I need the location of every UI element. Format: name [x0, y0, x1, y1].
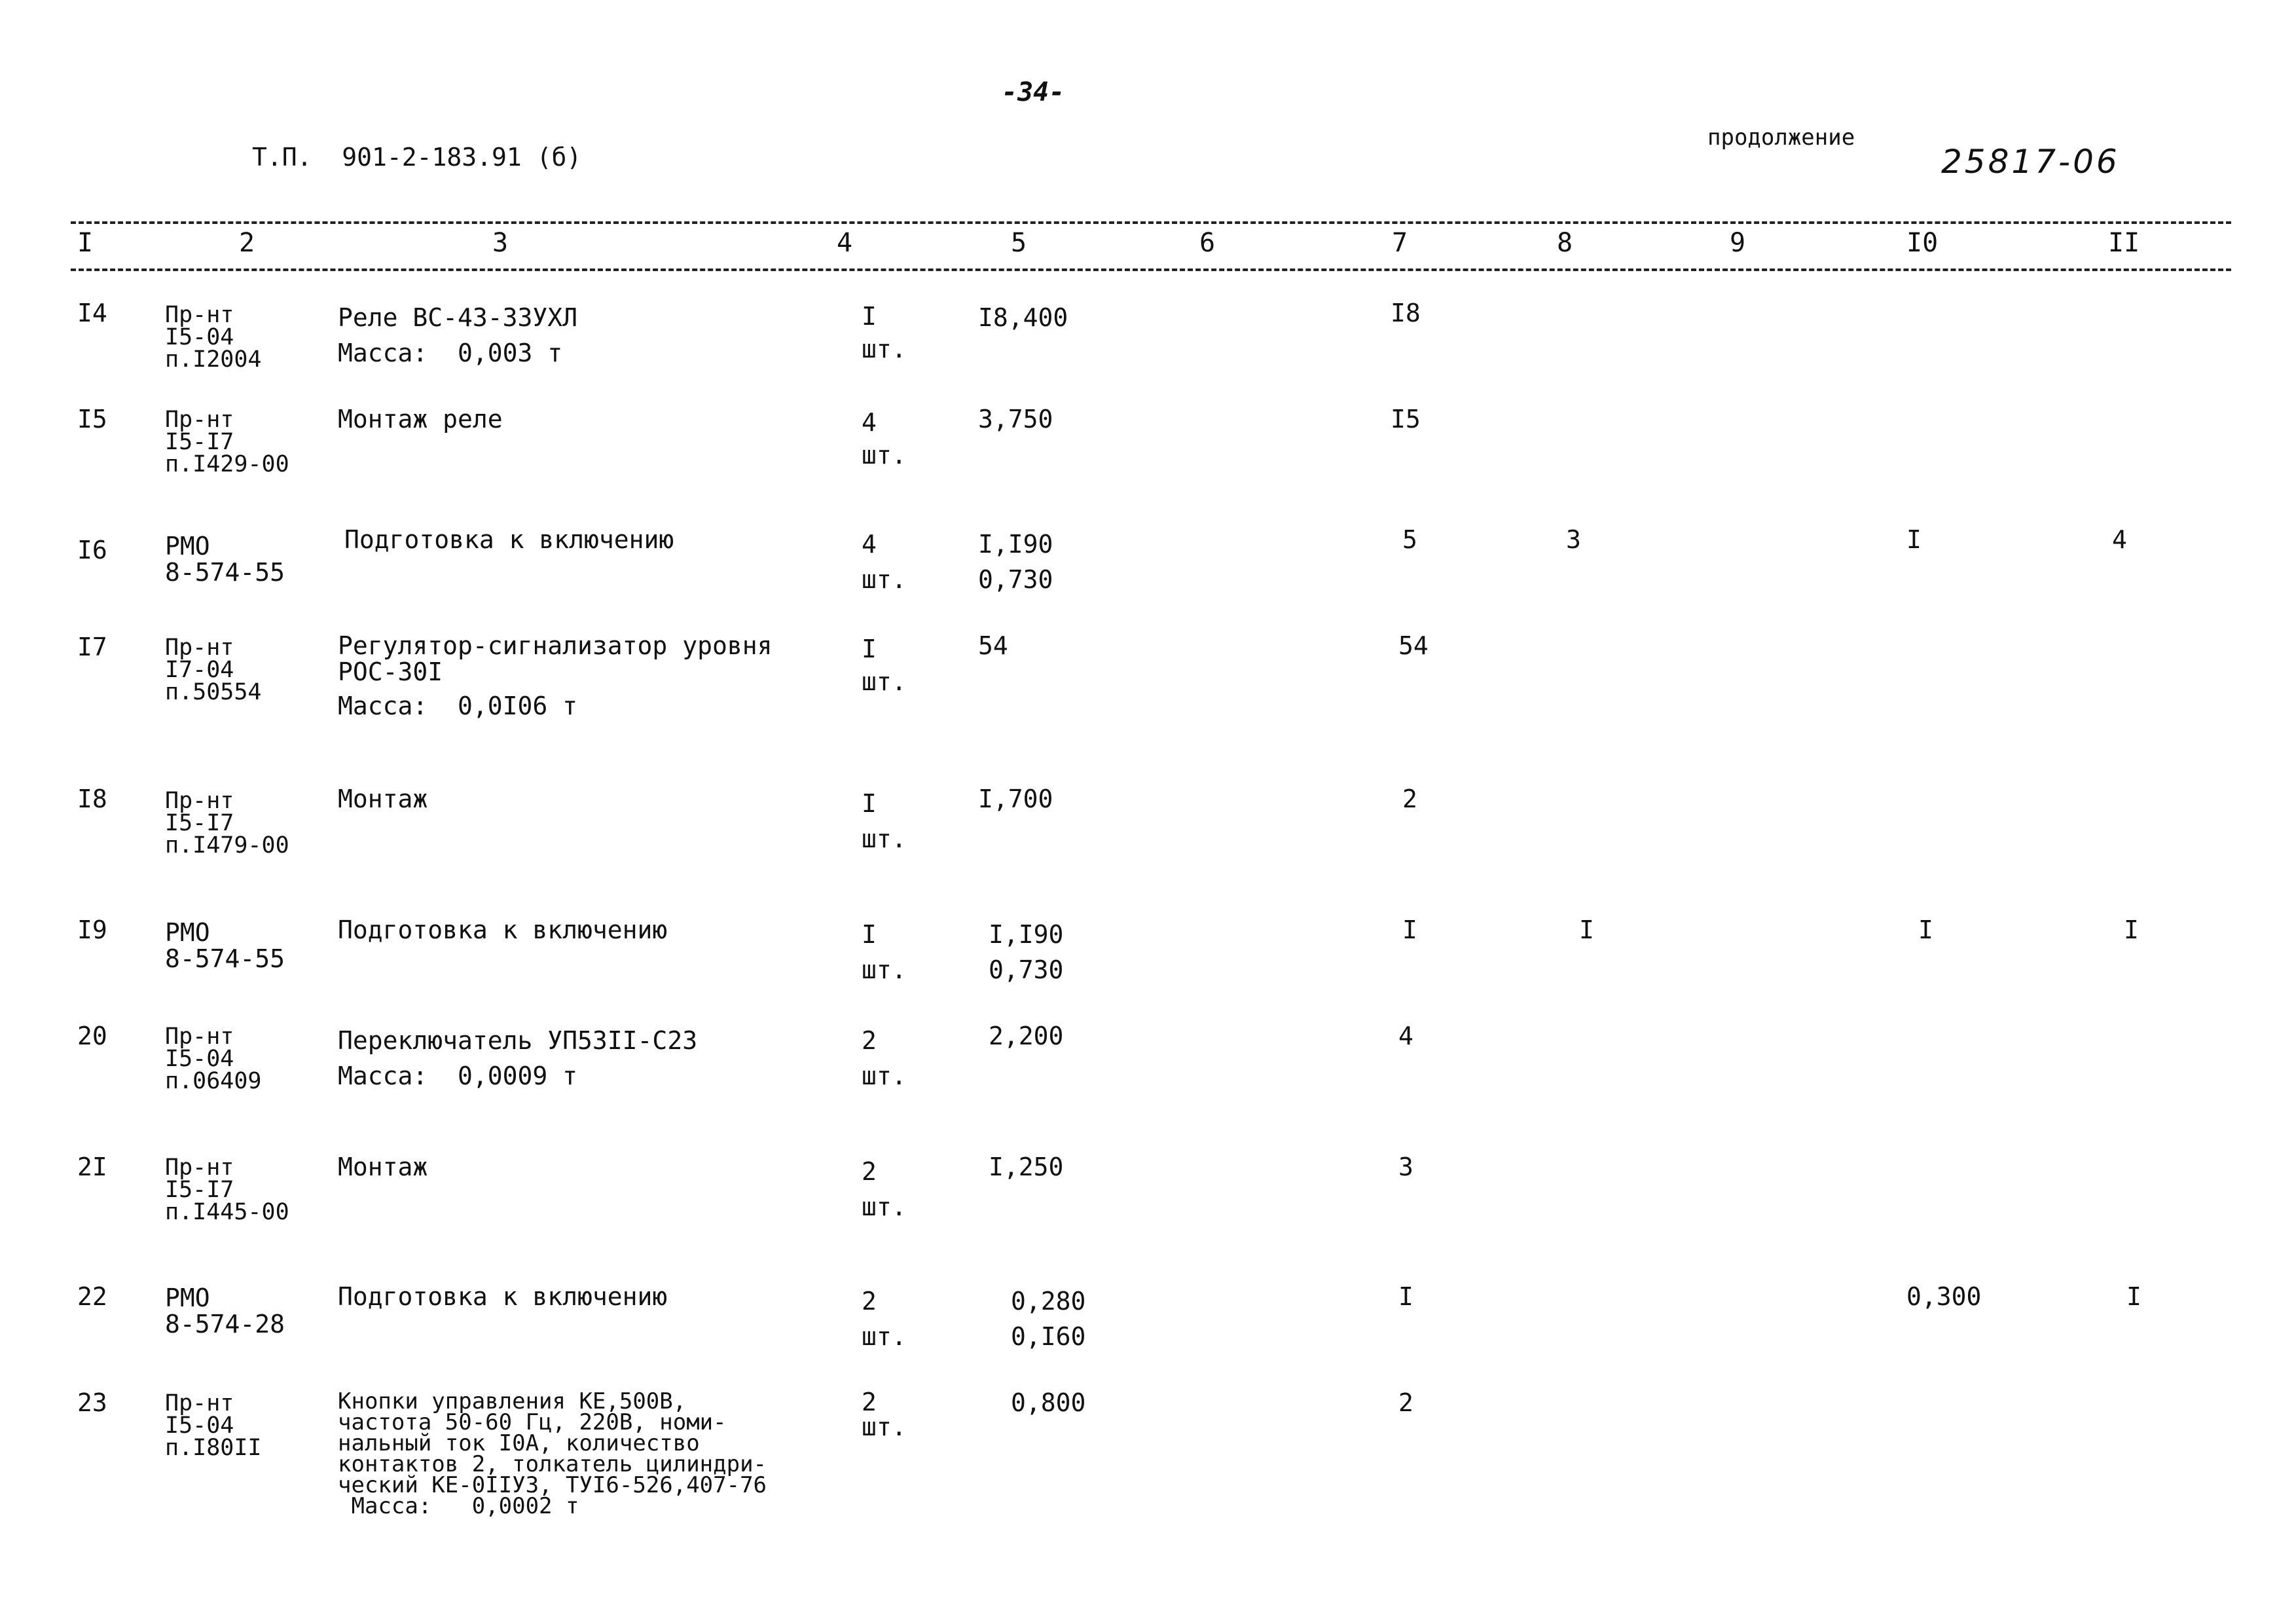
norm-code: РМО 8-574-55: [165, 918, 285, 973]
column-5-value: 54: [978, 631, 1008, 660]
column-5-value: 3,750: [978, 405, 1053, 434]
work-description: Монтаж реле: [338, 405, 503, 434]
column-header-10: I0: [1906, 228, 1939, 258]
row-number: I9: [77, 915, 107, 944]
column-5-value: 0,800: [1011, 1388, 1086, 1417]
norm-code: Пр-нт I5-I7 п.I429-00: [165, 407, 289, 477]
row-number: I7: [77, 633, 107, 661]
quantity: 2 шт.: [862, 1026, 907, 1090]
work-description: Регулятор-сигнализатор уровня РОС-30I Масса: 0,0I06 т: [338, 631, 773, 720]
column-header-1: I: [77, 228, 94, 258]
work-description: Кнопки управления КЕ,500В, частота 50-60 Гц, 220В, номи- нальный ток I0А, количество контактов 2, толкатель цилиндри- ческий КЕ-0IIУ3, ТУI6-526,407-76 Масса: 0,0002 т: [338, 1388, 767, 1519]
norm-code: Пр-нт I5-04 п.I80II: [165, 1390, 262, 1461]
row-number: I6: [77, 536, 107, 564]
row-number: 2I: [77, 1153, 107, 1181]
work-description: Подготовка к включению: [338, 915, 668, 944]
norm-code: Пр-нт I5-04 п.06409: [165, 1024, 262, 1094]
column-7-value: 2: [1402, 784, 1417, 813]
column-8-value: 3: [1566, 525, 1581, 554]
page-number: -34-: [1002, 77, 1065, 107]
row-number: I8: [77, 784, 107, 813]
norm-code: Пр-нт I5-I7 п.I479-00: [165, 788, 289, 858]
column-7-value: I: [1398, 1282, 1413, 1311]
norm-code: РМО 8-574-55: [165, 532, 285, 587]
handwritten-code: 25817-06: [1941, 143, 2120, 181]
work-description: Подготовка к включению: [344, 525, 674, 554]
column-7-value: I: [1402, 915, 1417, 944]
column-header-11: II: [2108, 228, 2140, 258]
column-10-value: I: [1906, 525, 1922, 554]
row-number: 20: [77, 1022, 107, 1050]
row-number: I5: [77, 405, 107, 434]
column-header-2: 2: [239, 228, 255, 258]
quantity: 4 шт.: [862, 530, 907, 594]
norm-code: Пр-нт I5-04 п.I2004: [165, 302, 262, 373]
norm-code: РМО 8-574-28: [165, 1283, 285, 1338]
column-header-9: 9: [1730, 228, 1746, 258]
column-5-value: I8,400: [978, 303, 1068, 332]
header-rule-top: [71, 221, 2231, 224]
column-header-8: 8: [1557, 228, 1573, 258]
column-5-value: 2,200: [989, 1022, 1064, 1050]
quantity: 2 шт.: [862, 1388, 907, 1441]
work-description: Переключатель УП53II-С23 Масса: 0,0009 т: [338, 1026, 698, 1090]
header-rule-bottom: [71, 268, 2231, 271]
quantity: I шт.: [862, 635, 907, 696]
column-10-value: 0,300: [1906, 1282, 1982, 1311]
column-7-value: I8: [1391, 299, 1421, 327]
column-header-7: 7: [1392, 228, 1408, 258]
norm-code: Пр-нт I7-04 п.50554: [165, 635, 262, 705]
quantity: 2 шт.: [862, 1287, 907, 1351]
column-7-value: 5: [1402, 525, 1417, 554]
quantity: I шт.: [862, 789, 907, 853]
column-11-value: I: [2124, 915, 2139, 944]
column-7-value: 54: [1398, 631, 1429, 660]
column-5-value: I,I90 0,730: [978, 530, 1053, 594]
row-number: I4: [77, 299, 107, 327]
document-code: Т.П. 901-2-183.91 (б): [252, 143, 582, 172]
column-header-3: 3: [492, 228, 509, 258]
work-description: Подготовка к включению: [338, 1282, 668, 1311]
column-7-value: 4: [1398, 1022, 1413, 1050]
column-8-value: I: [1579, 915, 1594, 944]
work-description: Монтаж: [338, 1153, 428, 1181]
row-number: 23: [77, 1388, 107, 1417]
column-7-value: I5: [1391, 405, 1421, 434]
column-header-5: 5: [1011, 228, 1027, 258]
column-11-value: 4: [2112, 525, 2127, 554]
quantity: 4 шт.: [862, 408, 907, 470]
column-header-4: 4: [837, 228, 853, 258]
row-number: 22: [77, 1282, 107, 1311]
quantity: 2 шт.: [862, 1157, 907, 1221]
column-5-value: 0,280 0,I60: [1011, 1287, 1086, 1351]
column-7-value: 3: [1398, 1153, 1413, 1181]
quantity: I шт.: [862, 920, 907, 984]
column-5-value: I,I90 0,730: [989, 920, 1064, 984]
norm-code: Пр-нт I5-I7 п.I445-00: [165, 1154, 289, 1225]
column-5-value: I,250: [989, 1153, 1064, 1181]
continuation-label: продолжение: [1707, 124, 1855, 151]
column-5-value: I,700: [978, 784, 1053, 813]
column-header-6: 6: [1199, 228, 1216, 258]
work-description: Реле ВС-43-33УХЛ Масса: 0,003 т: [338, 303, 578, 367]
column-7-value: 2: [1398, 1388, 1413, 1417]
column-10-value: I: [1918, 915, 1933, 944]
column-11-value: I: [2126, 1282, 2141, 1311]
work-description: Монтаж: [338, 784, 428, 813]
quantity: I шт.: [862, 302, 907, 363]
